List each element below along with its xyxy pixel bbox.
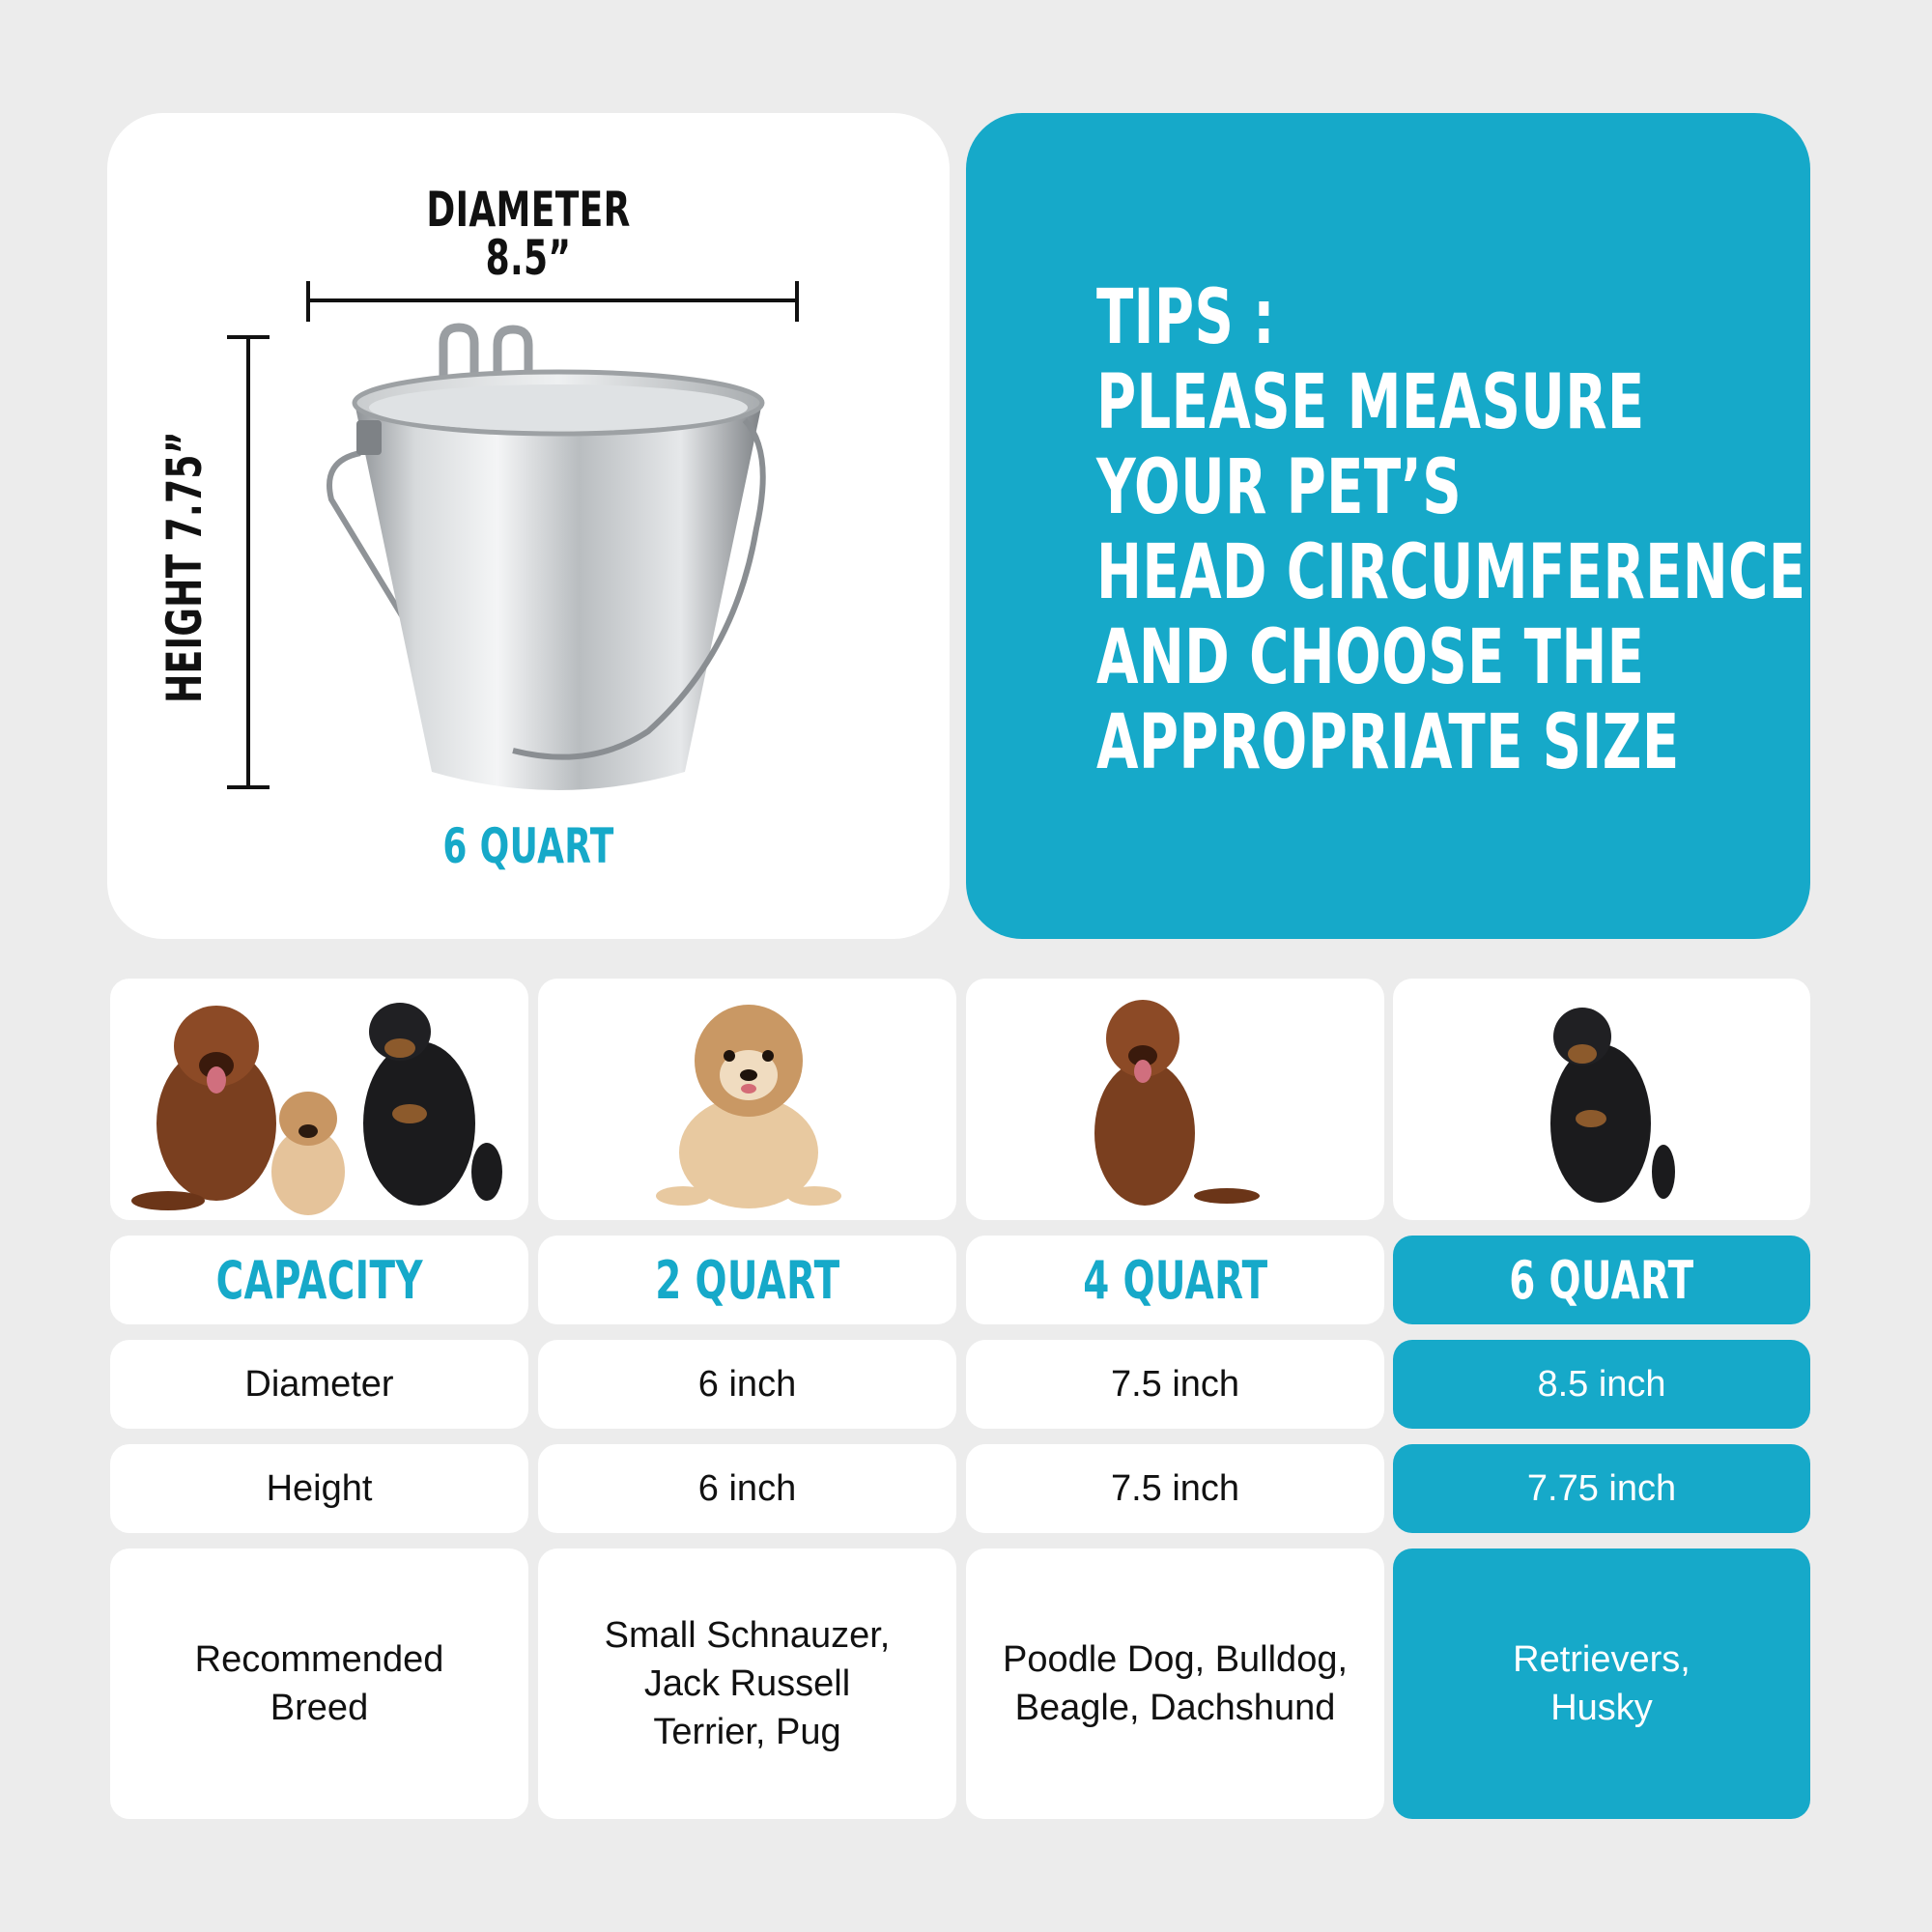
- labradoodle-dog: [131, 1006, 276, 1210]
- height-dimension-line: [227, 337, 270, 787]
- tips-card: [966, 113, 1810, 939]
- diameter-dimension-line: [308, 281, 797, 322]
- diameter-title: DIAMETER: [426, 182, 631, 238]
- tips-line: AND CHOOSE THE: [1096, 614, 1645, 701]
- breed-2-quart: Small Schnauzer, Jack Russell Terrier, Pug: [538, 1548, 956, 1819]
- tips-line: YOUR PET’S: [1096, 444, 1463, 531]
- tips-line: HEAD CIRCUMFERENCE: [1096, 529, 1806, 616]
- diameter-4-quart: 7.5 inch: [966, 1340, 1384, 1429]
- product-dimensions-card: [107, 113, 950, 939]
- diameter-2-quart: 6 inch: [538, 1340, 956, 1429]
- tips-heading: TIPS :: [1096, 274, 1275, 361]
- height-6-quart: 7.75 inch: [1393, 1444, 1810, 1533]
- header-6-quart: 6 QUART: [1393, 1236, 1810, 1324]
- tips-text: [1096, 275, 1805, 785]
- row-label-recommended-breed: Recommended Breed: [110, 1548, 528, 1819]
- diameter-6-quart: 8.5 inch: [1393, 1340, 1810, 1429]
- header-capacity: CAPACITY: [110, 1236, 528, 1324]
- header-2-quart: 2 QUART: [538, 1236, 956, 1324]
- tips-line: PLEASE MEASURE: [1096, 359, 1645, 446]
- labradoodle-dog-image: [966, 979, 1384, 1220]
- havanese-puppy: [271, 1092, 345, 1215]
- breed-6-quart: Retrievers, Husky: [1393, 1548, 1810, 1819]
- tips-line: APPROPRIATE SIZE: [1096, 699, 1680, 786]
- header-4-quart: 4 QUART: [966, 1236, 1384, 1324]
- breed-4-quart: Poodle Dog, Bulldog, Beagle, Dachshund: [966, 1548, 1384, 1819]
- stainless-steel-bucket-image: [107, 113, 950, 939]
- height-label: HEIGHT 7.75”: [156, 431, 213, 703]
- height-4-quart: 7.5 inch: [966, 1444, 1384, 1533]
- rottweiler-dog: [363, 1003, 502, 1206]
- height-2-quart: 6 inch: [538, 1444, 956, 1533]
- three-dogs-image: [110, 979, 528, 1220]
- rottweiler-dog-image: [1393, 979, 1810, 1220]
- bucket-capacity-label: 6 QUART: [442, 818, 614, 874]
- diameter-value: 8.5”: [485, 230, 572, 286]
- row-label-height: Height: [110, 1444, 528, 1533]
- row-label-diameter: Diameter: [110, 1340, 528, 1429]
- havanese-puppy-image: [538, 979, 956, 1220]
